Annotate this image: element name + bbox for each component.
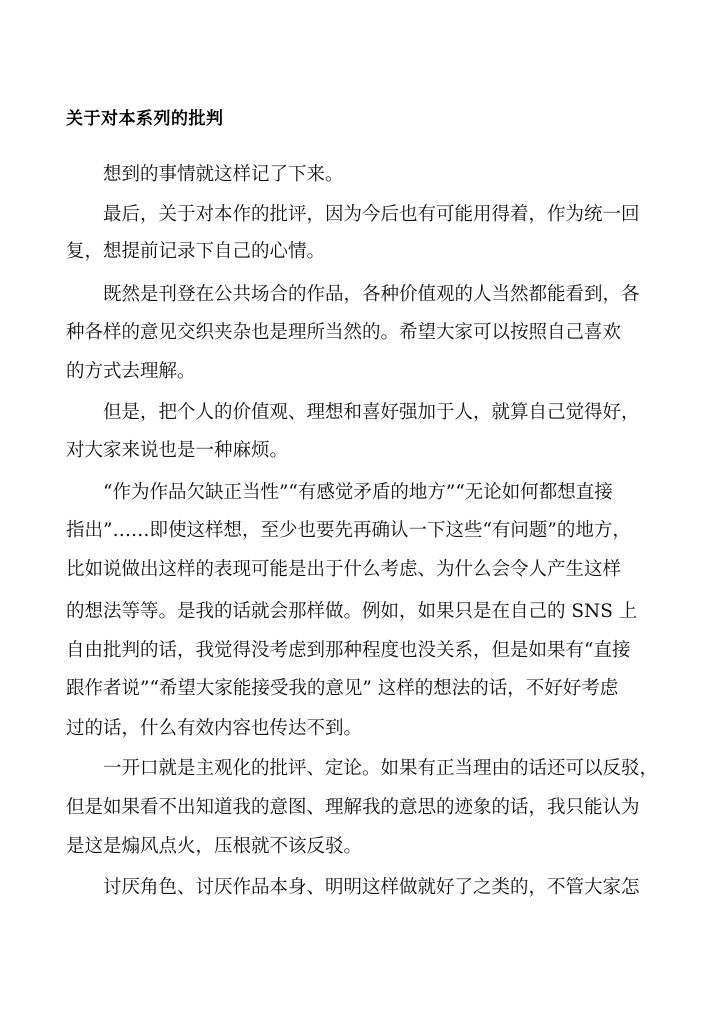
text-line: 的想法等等。是我的话就会那样做。例如，如果只是在自己的 SNS 上 xyxy=(66,601,638,622)
document-title: 关于对本系列的批判 xyxy=(66,109,224,129)
text-line: 跟作者说”“希望大家能接受我的意见” 这样的想法的话，不好好考虑 xyxy=(66,678,619,699)
text-line: 既然是刊登在公共场合的作品，各种价值观的人当然都能看到，各 xyxy=(66,284,640,305)
text-line: 种各样的意见交织夹杂也是理所当然的。希望大家可以按照自己喜欢 xyxy=(66,322,622,343)
text-line: 但是如果看不出知道我的意图、理解我的意思的迹象的话，我只能认为 xyxy=(66,797,640,818)
text-line: 的方式去理解。 xyxy=(66,361,196,382)
text-line: 讨厌角色、讨厌作品本身、明明这样做就好了之类的，不管大家怎 xyxy=(66,877,640,898)
text-line: 过的话，什么有效内容也传达不到。 xyxy=(66,718,363,739)
text-line: 最后，关于对本作的批评，因为今后也有可能用得着，作为统一回 xyxy=(66,204,640,225)
text-line: 一开口就是主观化的批评、定论。如果有正当理由的话还可以反驳， xyxy=(66,758,659,779)
text-line: “作为作品欠缺正当性”“有感觉矛盾的地方”“无论如何都想直接 xyxy=(66,482,613,503)
text-line: 自由批判的话，我觉得没考虑到那种程度也没关系，但是如果有“直接 xyxy=(66,640,631,661)
text-line: 比如说做出这样的表现可能是出于什么考虑、为什么会令人产生这样 xyxy=(66,559,622,580)
text-line: 想到的事情就这样记了下来。 xyxy=(66,164,344,185)
text-line: 但是，把个人的价值观、理想和喜好强加于人，就算自己觉得好， xyxy=(66,402,640,423)
text-line: 指出”……即使这样想，至少也要先再确认一下这些“有问题”的地方， xyxy=(66,520,631,541)
text-line: 是这是煽风点火，压根就不该反驳。 xyxy=(66,836,363,857)
text-line: 复，想提前记录下自己的心情。 xyxy=(66,241,326,262)
text-line: 对大家来说也是一种麻烦。 xyxy=(66,440,289,461)
